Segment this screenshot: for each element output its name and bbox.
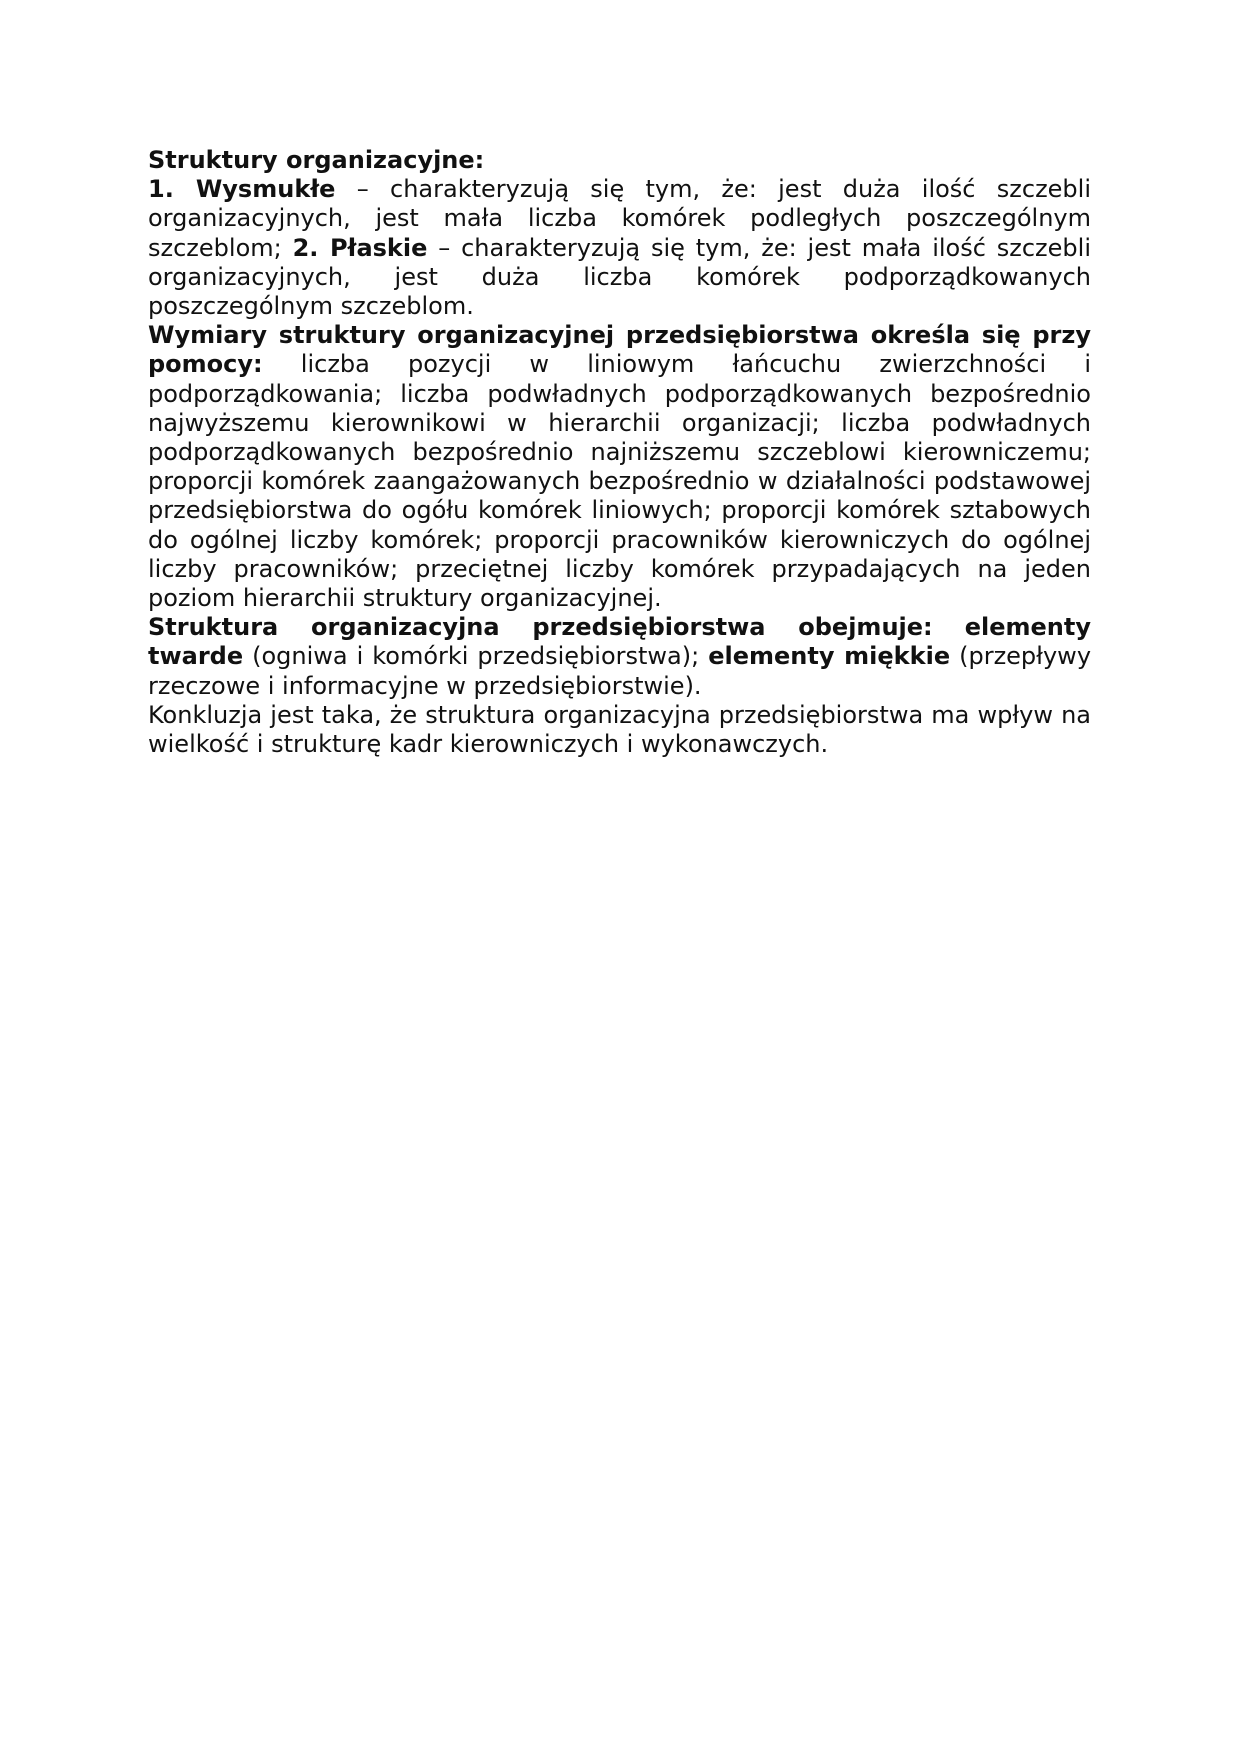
document-body <box>148 146 1091 759</box>
section-heading: Struktury organizacyjne: <box>148 146 485 174</box>
soft-elements-desc: (przepływy rzeczowe i informacyjne w przedsiębiorstwie). <box>148 642 1092 700</box>
paragraph-structure-types <box>148 175 1091 321</box>
item-2-text: – charakteryzują się tym, że: jest mała ilość szczebli organizacyjnych, jest duża liczba komórek podporządkowanych poszczególnym szczeblom. <box>148 233 1091 321</box>
item-1-text: – charakteryzują się tym, że: jest duża ilość szczebli organizacyjnych, jest mała liczba komórek podległych poszczególnym szczeblom; <box>148 175 1092 262</box>
hard-elements-desc: (ogniwa i komórki przedsiębiorstwa); <box>243 642 709 671</box>
elements-lead: Struktura organizacyjna przedsiębiorstwa obejmuje: <box>148 613 933 642</box>
dimensions-text: liczba pozycji w liniowym łańcuchu zwierzchności i podporządkowania; liczba podwładnych podporządkowanych bezpośrednio najwyższemu kierownikowi w hierarchii organizacji; liczba podwładnych podporządkowanych bezpośrednio najniższemu szczeblowi kierowniczemu; proporcji komórek zaangażowanych bezpośrednio w działalności podstawowej przedsiębiorstwa do ogółu komórek liniowych; proporcji komórek sztabowych do ogólnej liczby komórek; proporcji pracowników kierowniczych do ogólnej liczby pracowników; przeciętnej liczby komórek przypadających na jeden poziom hierarchii struktury organizacyjnej. <box>148 350 1091 613</box>
hard-elements-label: elementy twarde <box>148 613 1091 671</box>
soft-elements-label: elementy miękkie <box>708 642 951 671</box>
item-1-label: 1. Wysmukłe <box>148 175 336 204</box>
dimensions-lead: Wymiary struktury organizacyjnej przedsiębiorstwa określa się przy pomocy: <box>148 321 1091 379</box>
item-2-label: 2. Płaskie <box>292 233 428 262</box>
paragraph-conclusion: Konkluzja jest taka, że struktura organizacyjna przedsiębiorstwa ma wpływ na wielkość i strukturę kadr kierowniczych i wykonawczych. <box>148 700 1091 759</box>
paragraph-structure-elements <box>148 613 1091 701</box>
paragraph-dimensions <box>148 321 1091 613</box>
